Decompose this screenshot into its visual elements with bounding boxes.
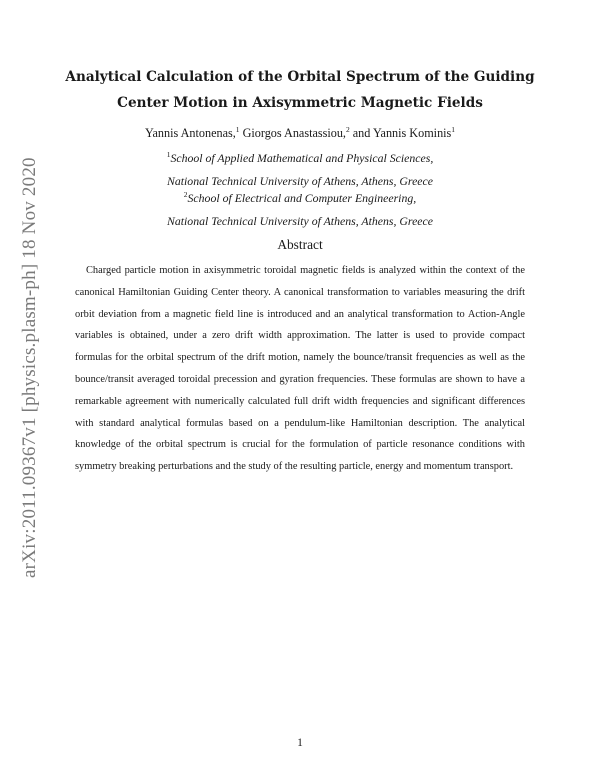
author-affiliation-mark: 2 [345, 125, 350, 134]
paper-title [60, 64, 540, 116]
affiliation-mark: 2 [183, 190, 188, 199]
author-name: and Yannis Kominis [352, 126, 452, 140]
author-affiliation-mark: 1 [235, 125, 240, 134]
affiliation-2 [60, 190, 540, 229]
affiliation-1 [60, 150, 540, 189]
affiliation-2-line-1: $^2$School of Electrical and Computer Engineering, [183, 190, 417, 205]
paper-title-line-1: Analytical Calculation of the Orbital Spectrum of the Guiding [65, 69, 535, 85]
paper-title-line-2: Center Motion in Axisymmetric Magnetic Fields [117, 95, 483, 111]
affiliation-mark: 1 [166, 150, 171, 159]
author-name: Giorgos Anastassiou, [242, 126, 346, 140]
affiliation-2-line-2: National Technical University of Athens, Athens, Greece [166, 214, 434, 228]
affiliation-1-line-1: $^1$School of Applied Mathematical and Physical Sciences, [166, 150, 434, 165]
author-affiliation-mark: 1 [451, 125, 456, 134]
author-list [60, 125, 540, 141]
abstract-heading: Abstract [277, 237, 323, 252]
author-name: Yannis Antonenas, [144, 126, 236, 140]
arxiv-identifier-stamp[interactable]: arXiv:2011.09367v1 [physics.plasm-ph] 18 Nov 2020 [19, 157, 40, 578]
affiliation-1-line-2: National Technical University of Athens, Athens, Greece [166, 174, 434, 188]
page-number: 1 [297, 737, 303, 749]
abstract-text: Charged particle motion in axisymmetric toroidal magnetic fields is analyzed within the context of the canonical Hamiltonian Guiding Center theory. A canonical transformation to variables measuring the drift orbit deviation from a magnetic field line is introduced and an analytical transformation to Action-Angle variables is obtained, under a zero drift width approximation. The latter is used to provide compact formulas for the orbital spectrum of the drift motion, namely the bounce/transit frequencies as well as the bounce/transit averaged toroidal precession and gyration frequencies. These formulas are shown to have a remarkable agreement with numerically calculated full drift width frequencies and significant differences with standard analytical formulas based on a pendulum-like Hamiltonian description. The analytical knowledge of the orbital spectrum is crucial for the formulation of particle resonance conditions with symmetry breaking perturbations and the study of the resulting particle, energy and momentum transport. [75, 265, 525, 473]
